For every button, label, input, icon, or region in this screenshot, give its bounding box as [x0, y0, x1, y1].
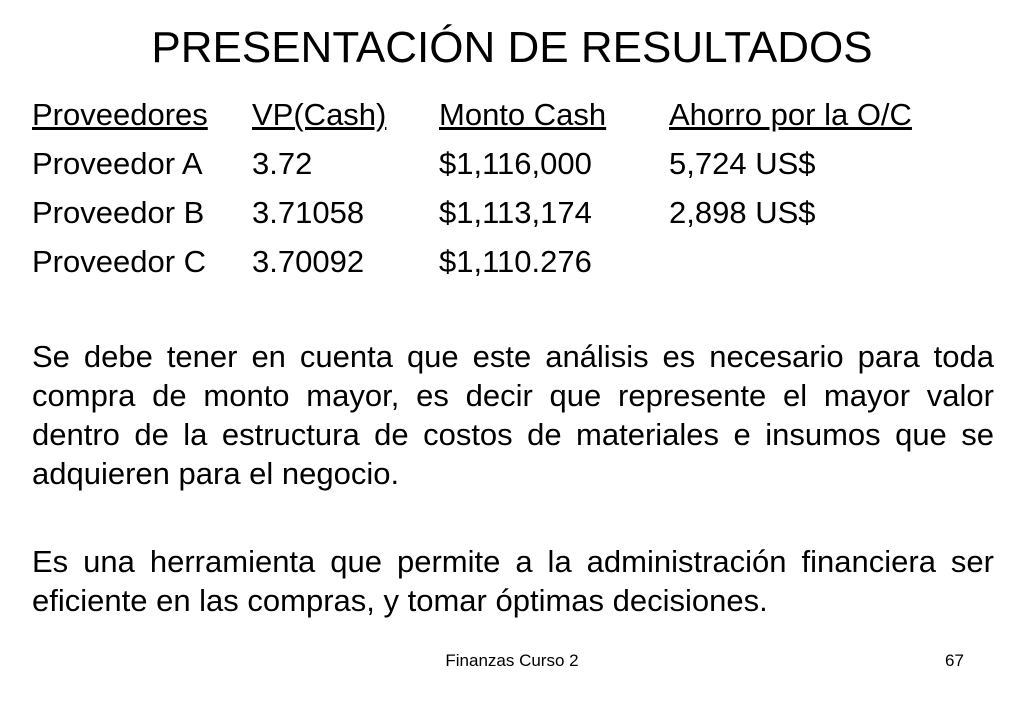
table-cell: 5,724 US$ — [669, 146, 816, 181]
page-number: 67 — [945, 651, 964, 670]
column-header-vp-cash: VP(Cash) — [252, 97, 387, 132]
table-cell: Proveedor C — [32, 244, 207, 279]
table-cell: Proveedor A — [32, 146, 203, 181]
column-header-proveedores: Proveedores — [32, 97, 208, 132]
table-cell: $1,116,000 — [439, 146, 592, 181]
table-row — [32, 139, 912, 188]
page-title: PRESENTACIÓN DE RESULTADOS — [151, 23, 873, 72]
table-cell: $1,113,174 — [439, 195, 592, 230]
table-cell: 3.72 — [252, 146, 313, 181]
footer-course: Finanzas Curso 2 — [445, 651, 579, 670]
table-cell: $1,110.276 — [439, 244, 592, 279]
table-cell: 2,898 US$ — [669, 195, 816, 230]
analysis-paragraph: Se debe tener en cuenta que este análisis es necesario para toda compra de monto mayor, es decir que represente el mayor valor dentro de la estructura de costos de materiales e insumos que se adquieren para el negocio. — [32, 339, 994, 491]
column-header-ahorro: Ahorro por la O/C — [669, 97, 912, 132]
table-cell: 3.70092 — [252, 244, 365, 279]
table-cell: Proveedor B — [32, 195, 205, 230]
table-row — [32, 237, 912, 286]
tool-paragraph: Es una herramienta que permite a la administración financiera ser eficiente en las compras, y tomar óptimas decisiones. — [32, 544, 994, 618]
table-cell — [669, 237, 912, 286]
results-table — [32, 90, 912, 286]
table-row — [32, 188, 912, 237]
table-header-row — [32, 90, 912, 139]
table-cell: 3.71058 — [252, 195, 365, 230]
column-header-monto-cash: Monto Cash — [439, 97, 607, 132]
